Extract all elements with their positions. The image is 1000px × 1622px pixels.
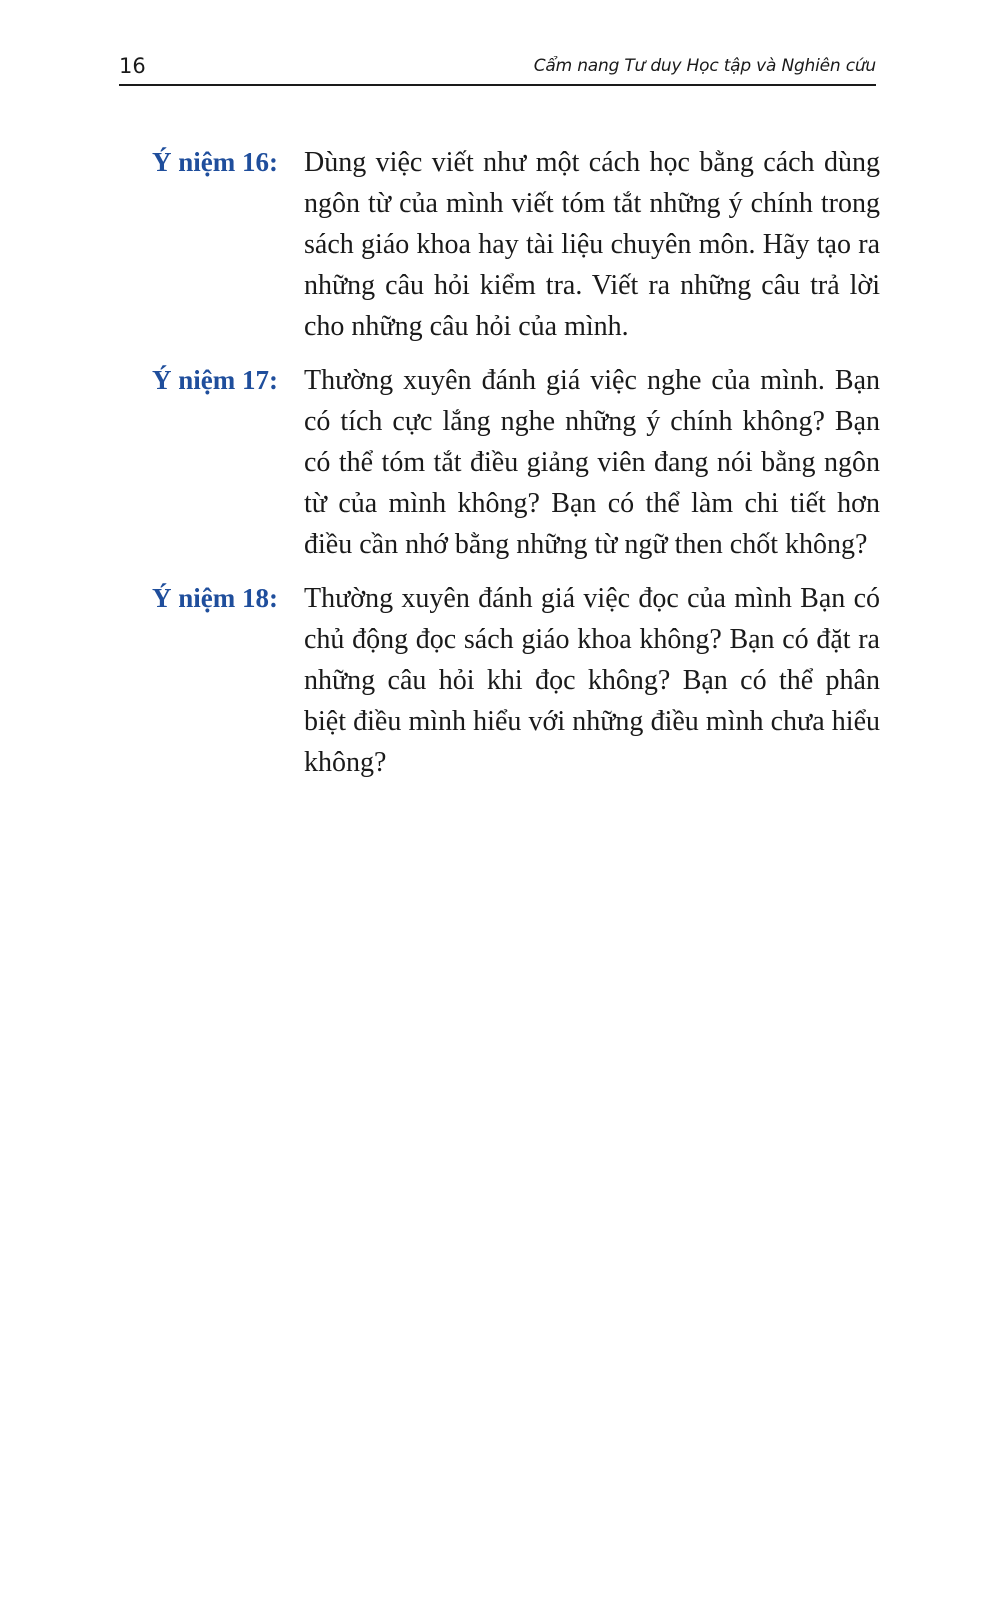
running-header [119,50,876,86]
book-title: Cẩm nang Tư duy Học tập và Nghiên cứu [533,56,876,76]
idea-entry-18 [152,578,880,783]
page-number: 16 [119,54,146,78]
idea-label: Ý niệm 16: [152,147,278,177]
idea-text: Dùng việc viết như một cách học bằng cách dùng ngôn từ của mình viết tóm tắt những ý chính trong sách giáo khoa hay tài liệu chuyên môn. Hãy tạo ra những câu hỏi kiểm tra. Viết ra những câu trả lời cho những câu hỏi của mình. [304,147,880,342]
idea-text: Thường xuyên đánh giá việc đọc của mình Bạn có chủ động đọc sách giáo khoa không? Bạn có đặt ra những câu hỏi khi đọc không? Bạn có thể phân biệt điều mình hiểu với những điều mình chưa hiểu không? [304,583,880,778]
idea-entry-17 [152,360,880,565]
idea-label: Ý niệm 17: [152,365,278,395]
idea-list [152,142,880,796]
idea-text: Thường xuyên đánh giá việc nghe của mình. Bạn có tích cực lắng nghe những ý chính không? Bạn có thể tóm tắt điều giảng viên đang nói bằng ngôn từ của mình không? Bạn có thể làm chi tiết hơn điều cần nhớ bằng những từ ngữ then chốt không? [304,365,880,560]
idea-entry-16 [152,142,880,347]
idea-label: Ý niệm 18: [152,583,278,613]
